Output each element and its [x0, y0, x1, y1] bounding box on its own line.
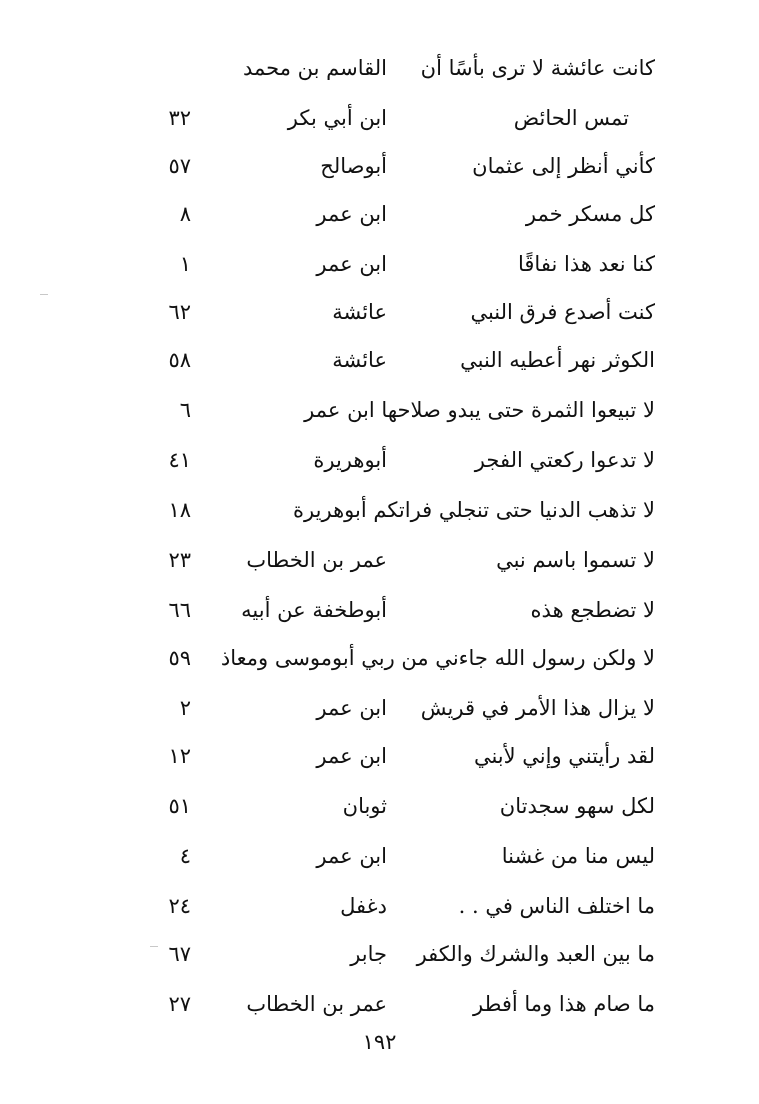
narrator-name: القاسم بن محمد [243, 56, 387, 80]
narrator-name: جابر [350, 942, 387, 966]
narrator-name: عائشة [332, 300, 387, 324]
index-row [0, 736, 759, 776]
hadith-text: لا يزال هذا الأمر في قريش [420, 696, 655, 720]
index-row [0, 984, 759, 1024]
index-row [0, 194, 759, 234]
narrator-name: عائشة [332, 348, 387, 372]
hadith-text: لا تبيعوا الثمرة حتى يبدو صلاحها ابن عمر [304, 398, 655, 422]
narrator-name: ابن عمر [316, 696, 387, 720]
hadith-number: ١٢ [168, 744, 191, 768]
hadith-text: ما صام هذا وما أفطر [473, 992, 655, 1016]
hadith-text: لا تذهب الدنيا حتى تنجلي فراتكم أبوهريرة [293, 498, 655, 522]
index-row [0, 886, 759, 926]
hadith-text: الكوثر نهر أعطيه النبي [460, 348, 655, 372]
index-row [0, 292, 759, 332]
hadith-number: ٣٢ [168, 106, 191, 130]
narrator-name: ابن أبي بكر [287, 106, 387, 130]
index-row [0, 540, 759, 580]
hadith-number: ٦ [179, 398, 191, 422]
index-row [0, 638, 759, 678]
hadith-number: ٦٦ [168, 598, 191, 622]
hadith-number: ٨ [179, 202, 191, 226]
hadith-number: ٦٧ [168, 942, 191, 966]
narrator-name: أبوهريرة [313, 448, 387, 472]
narrator-name: أبوصالح [320, 154, 387, 178]
hadith-text: لقد رأيتني وإني لأبني [473, 744, 655, 768]
hadith-number: ٦٢ [168, 300, 191, 324]
index-row [0, 390, 759, 430]
index-row [0, 590, 759, 630]
narrator-name: ابن عمر [316, 844, 387, 868]
index-row [0, 48, 759, 88]
narrator-name: عمر بن الخطاب [246, 992, 387, 1016]
hadith-text: لا ولكن رسول الله جاءني من ربي أبوموسى ومعاذ [220, 646, 655, 670]
hadith-text: كل مسكر خمر [525, 202, 655, 226]
margin-mark [40, 294, 48, 295]
index-row [0, 836, 759, 876]
narrator-name: ابن عمر [316, 744, 387, 768]
narrator-name: عمر بن الخطاب [246, 548, 387, 572]
index-row [0, 340, 759, 380]
hadith-text: لكل سهو سجدتان [499, 794, 655, 818]
page-number: ١٩٢ [362, 1030, 397, 1054]
hadith-number: ٥٨ [168, 348, 191, 372]
hadith-text: كنت أصدع فرق النبي [470, 300, 655, 324]
hadith-number: ٥٩ [168, 646, 191, 670]
margin-mark [150, 946, 158, 947]
narrator-name: ثوبان [342, 794, 387, 818]
hadith-text: ليس منا من غشنا [501, 844, 655, 868]
index-row [0, 146, 759, 186]
hadith-text: لا تسموا باسم نبي [496, 548, 655, 572]
index-row [0, 98, 759, 138]
hadith-number: ٢٣ [168, 548, 191, 572]
hadith-text: كانت عائشة لا ترى بأسًا أن [420, 56, 655, 80]
hadith-number [151, 48, 191, 88]
hadith-text: تمس الحائض [513, 106, 629, 130]
hadith-number: ١ [179, 252, 191, 276]
hadith-text: ما بين العبد والشرك والكفر [416, 942, 655, 966]
hadith-text: كنا نعد هذا نفاقًا [518, 252, 655, 276]
hadith-text: لا تضطجع هذه [530, 598, 655, 622]
hadith-text: لا تدعوا ركعتي الفجر [474, 448, 655, 472]
narrator-name: دغفل [340, 894, 387, 918]
hadith-number: ٢ [179, 696, 191, 720]
hadith-text: ما اختلف الناس في . . [458, 894, 655, 918]
narrator-name: ابن عمر [316, 252, 387, 276]
hadith-number: ٢٧ [168, 992, 191, 1016]
hadith-number: ١٨ [168, 498, 191, 522]
index-row [0, 440, 759, 480]
narrator-name: أبوطخفة عن أبيه [241, 598, 387, 622]
hadith-number: ٤ [179, 844, 191, 868]
narrator-name: ابن عمر [316, 202, 387, 226]
hadith-number: ٤١ [168, 448, 191, 472]
hadith-text: كأني أنظر إلى عثمان [472, 154, 655, 178]
index-row [0, 490, 759, 530]
index-row [0, 786, 759, 826]
index-row [0, 244, 759, 284]
index-row [0, 688, 759, 728]
index-row [0, 934, 759, 974]
hadith-number: ٥٧ [168, 154, 191, 178]
hadith-number: ٥١ [168, 794, 191, 818]
hadith-number: ٢٤ [168, 894, 191, 918]
